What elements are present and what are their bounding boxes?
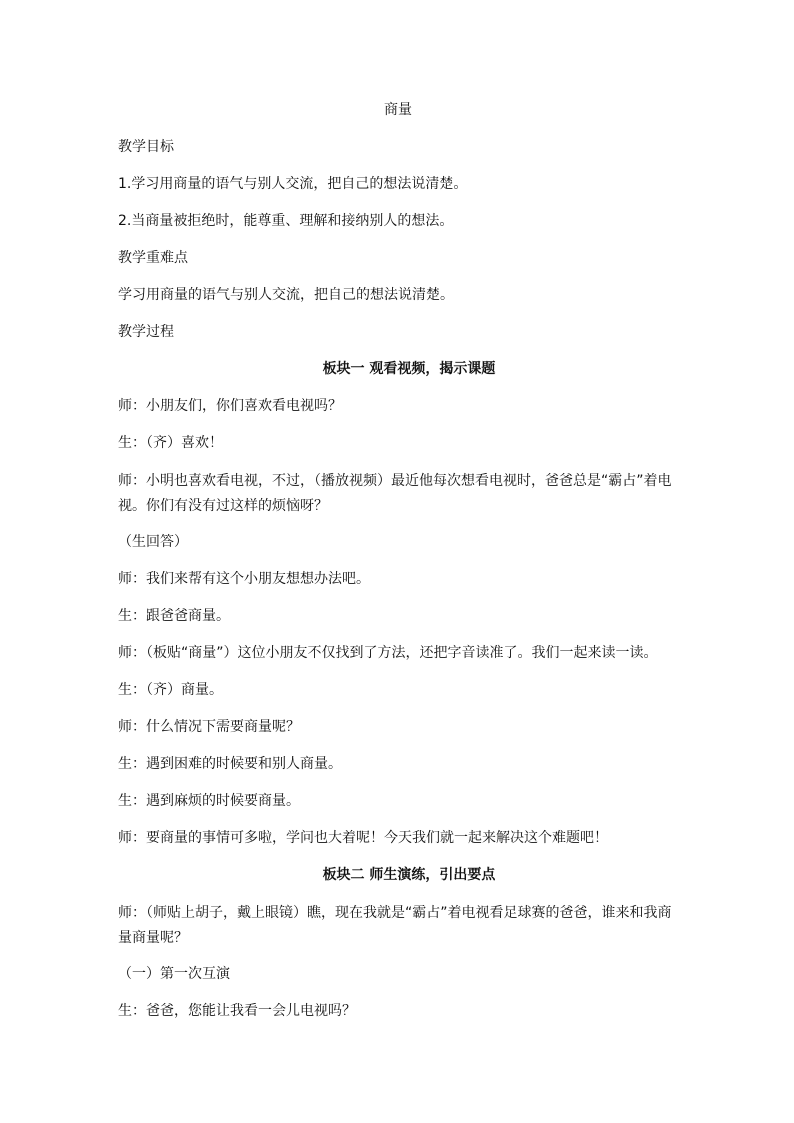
dialogue-line: 生：（齐）喜欢！ — [118, 435, 223, 451]
difficulty-text: 学习用商量的语气与别人交流，把自己的想法说清楚。 — [118, 287, 454, 303]
dialogue-line: 师：要商量的事情可多啦，学问也大着呢！今天我们就一起来解决这个难题吧！ — [118, 830, 608, 846]
objective-1: 1.学习用商量的语气与别人交流，把自己的想法说清楚。 — [118, 176, 468, 192]
dialogue-line: （生回答） — [118, 534, 188, 550]
section-2-heading: 板块二 师生演练，引出要点 — [322, 867, 496, 883]
process-heading: 教学过程 — [118, 324, 174, 340]
document-body — [118, 99, 678, 1037]
document-title: 商量 — [384, 102, 412, 118]
objective-2: 2.当商量被拒绝时，能尊重、理解和接纳别人的想法。 — [118, 213, 454, 229]
dialogue-line: 师：什么情况下需要商量呢？ — [118, 719, 300, 735]
dialogue-line: 师：小朋友们，你们喜欢看电视吗？ — [118, 398, 342, 414]
dialogue-line: 师：（板贴“商量”）这位小朋友不仅找到了方法，还把字音读准了。我们一起来读一读。 — [118, 645, 658, 661]
dialogue-line: 生：遇到麻烦的时候要商量。 — [118, 793, 300, 809]
dialogue-line: 生：（齐）商量。 — [118, 682, 223, 698]
dialogue-line: （一）第一次互演 — [118, 966, 230, 982]
dialogue-line: 生：跟爸爸商量。 — [118, 608, 230, 624]
dialogue-line: 生：遇到困难的时候要和别人商量。 — [118, 756, 342, 772]
dialogue-line: 师：（师贴上胡子，戴上眼镜）瞧，现在我就是“霸占”着电视看足球赛的爸爸，谁来和我商量商量呢？ — [118, 905, 672, 946]
objectives-heading: 教学目标 — [118, 139, 174, 155]
section-1-heading: 板块一 观看视频，揭示课题 — [322, 361, 496, 377]
dialogue-line: 生：爸爸，您能让我看一会儿电视吗？ — [118, 1003, 356, 1019]
dialogue-line: 师：小明也喜欢看电视，不过，（播放视频）最近他每次想看电视时，爸爸总是“霸占”着电视。你们有没有过这样的烦恼呀？ — [118, 473, 672, 514]
dialogue-line: 师：我们来帮有这个小朋友想想办法吧。 — [118, 571, 370, 587]
difficulty-heading: 教学重难点 — [118, 250, 188, 266]
